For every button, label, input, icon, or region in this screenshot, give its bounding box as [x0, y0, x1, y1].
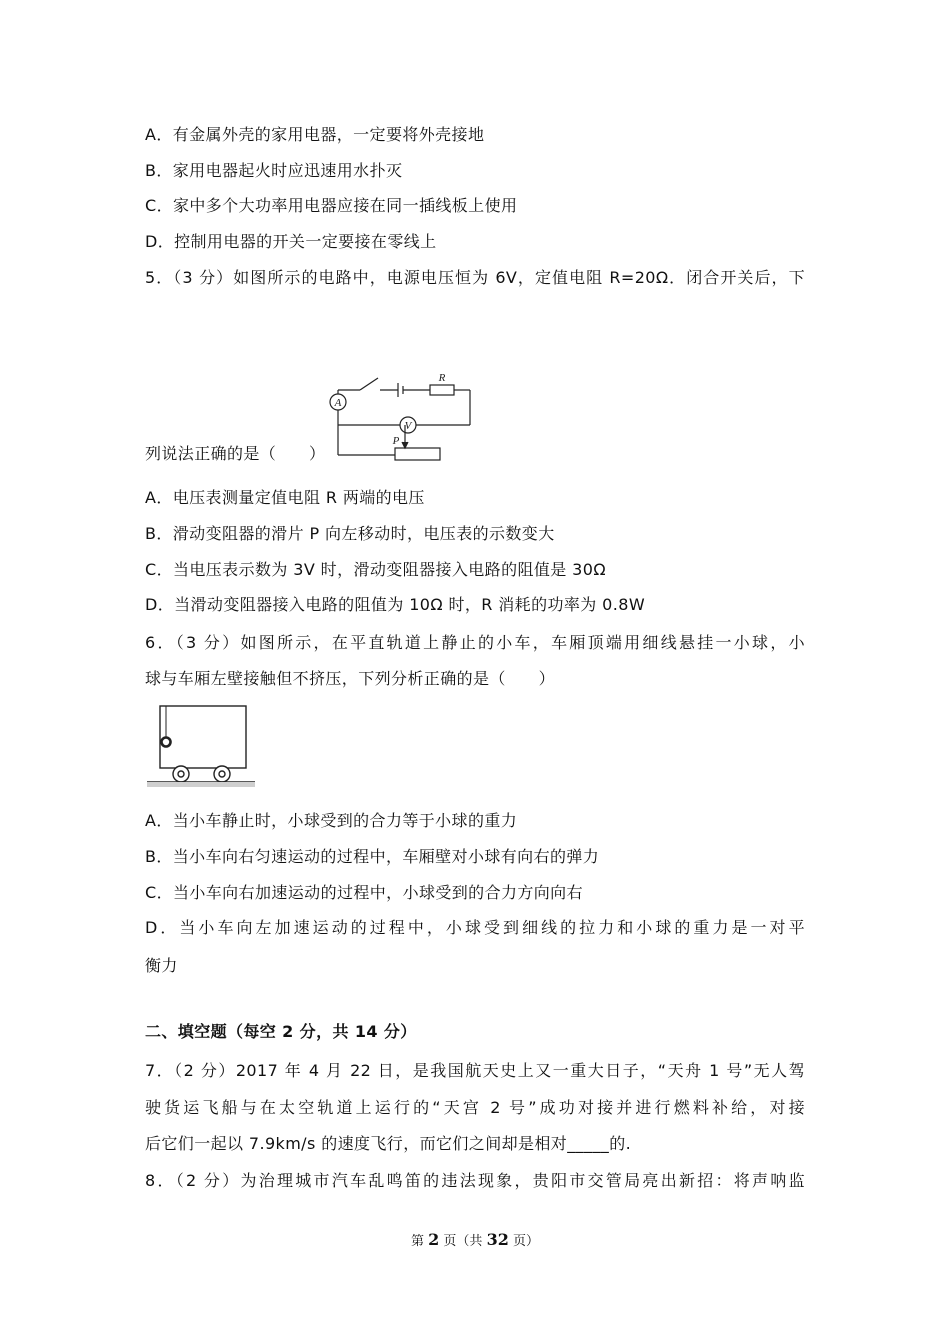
- q8-line1: 8．（2 分）为治理城市汽车乱鸣笛的违法现象，贵阳市交管局亮出新招：将声呐监: [145, 1171, 805, 1190]
- q5-option-c: C．当电压表示数为 3V 时，滑动变阻器接入电路的阻值是 30Ω: [145, 560, 606, 579]
- slider-label: P: [392, 435, 400, 447]
- q6-option-d-line2: 衡力: [145, 956, 178, 975]
- cart-wheel-right: [214, 766, 230, 782]
- q4-option-a: A．有金属外壳的家用电器，一定要将外壳接地: [145, 125, 485, 144]
- footer-total-pages: 32: [486, 1230, 509, 1249]
- page-footer: [0, 1230, 950, 1249]
- section-2-title: 二、填空题（每空 2 分，共 14 分）: [145, 1022, 417, 1041]
- q5-option-a: A．电压表测量定值电阻 R 两端的电压: [145, 488, 425, 507]
- q7-line2: 驶货运飞船与在太空轨道上运行的“天宫 2 号”成功对接并进行燃料补给，对接: [145, 1098, 805, 1117]
- q6-stem-line2: 球与车厢左壁接触但不挤压，下列分析正确的是（ ）: [145, 669, 556, 688]
- q5-stem-line2: 列说法正确的是（ ）: [145, 444, 326, 463]
- footer-middle: 页（共: [439, 1234, 487, 1249]
- q5-option-b: B．滑动变阻器的滑片 P 向左移动时，电压表的示数变大: [145, 524, 555, 543]
- q5-circuit-diagram: [330, 370, 480, 465]
- cart-body: [160, 706, 246, 768]
- footer-suffix: 页）: [508, 1234, 539, 1249]
- q4-option-c: C．家中多个大功率用电器应接在同一插线板上使用: [145, 196, 518, 215]
- q6-option-d-line1: D．当小车向左加速运动的过程中，小球受到细线的拉力和小球的重力是一对平: [145, 918, 805, 937]
- rheostat: [395, 448, 440, 460]
- circuit-switch: [360, 378, 378, 390]
- q7-line3: 后它们一起以 7.9km/s 的速度飞行，而它们之间却是相对_____的.: [145, 1134, 632, 1153]
- cart-wheel-left: [173, 766, 189, 782]
- q4-option-b: B．家用电器起火时应迅速用水扑灭: [145, 161, 403, 180]
- q6-cart-diagram: [145, 702, 257, 792]
- footer-prefix: 第: [411, 1234, 429, 1249]
- q7-line1: 7．（2 分）2017 年 4 月 22 日，是我国航天史上又一重大日子，“天舟 1 号”无人驾: [145, 1061, 805, 1080]
- ammeter-label: A: [334, 397, 342, 409]
- footer-page-number: 2: [428, 1230, 440, 1249]
- resistor-label: R: [438, 372, 446, 384]
- q5-option-d: D．当滑动变阻器接入电路的阻值为 10Ω 时，R 消耗的功率为 0.8W: [145, 595, 646, 614]
- slider-arrow: [402, 442, 408, 448]
- resistor-r: [430, 385, 454, 395]
- hanging-ball: [162, 738, 171, 747]
- q5-stem-line1: 5．（3 分）如图所示的电路中，电源电压恒为 6V，定值电阻 R=20Ω．闭合开关后，下: [145, 268, 805, 287]
- q6-option-a: A．当小车静止时，小球受到的合力等于小球的重力: [145, 811, 518, 830]
- voltmeter-label: V: [404, 420, 412, 432]
- q6-option-b: B．当小车向右匀速运动的过程中，车厢壁对小球有向右的弹力: [145, 847, 600, 866]
- q6-option-c: C．当小车向右加速运动的过程中，小球受到的合力方向向右: [145, 883, 583, 902]
- q6-stem-line1: 6．（3 分）如图所示，在平直轨道上静止的小车，车厢顶端用细线悬挂一小球，小: [145, 633, 805, 652]
- q4-option-d: D．控制用电器的开关一定要接在零线上: [145, 232, 437, 251]
